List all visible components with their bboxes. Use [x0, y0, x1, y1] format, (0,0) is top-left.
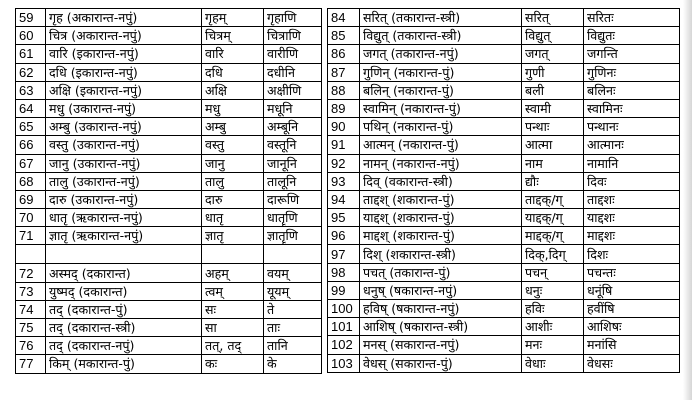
singular-form: गृहम् — [202, 9, 264, 27]
plural-form: दधीनि — [264, 63, 322, 81]
table-row — [328, 99, 680, 117]
row-number: 73 — [16, 282, 46, 300]
word-stem: तद् (दकारान्त-स्त्री) — [46, 319, 202, 337]
table-row — [328, 263, 680, 281]
row-number: 97 — [328, 245, 360, 263]
word-stem: जगत् (तकारान्त-नपुं) — [360, 45, 522, 63]
word-stem: स्वामिन् (नकारान्त-पुं) — [360, 99, 522, 117]
word-stem: जानु (उकारान्त-नपुं) — [46, 154, 202, 172]
table-row — [16, 63, 322, 81]
table-row — [16, 27, 322, 45]
singular-form: पन्थाः — [522, 118, 584, 136]
plural-form: आत्मानः — [584, 136, 680, 154]
row-number: 66 — [16, 136, 46, 154]
table-row — [328, 9, 680, 27]
word-stem: ज्ञातृ (ऋकारान्त-नपुं) — [46, 227, 202, 245]
table-row — [16, 154, 322, 172]
singular-form: पचन् — [522, 263, 584, 281]
table-row — [16, 136, 322, 154]
plural-form: ते — [264, 300, 322, 318]
singular-form: ताद्दक्/ग् — [522, 190, 584, 208]
table-row — [328, 154, 680, 172]
singular-form: सः — [202, 300, 264, 318]
singular-form: तत्, तद् — [202, 337, 264, 355]
row-number: 62 — [16, 63, 46, 81]
singular-form: सा — [202, 319, 264, 337]
singular-form: चित्रम् — [202, 27, 264, 45]
word-stem: धातृ (ऋकारान्त-नपुं) — [46, 209, 202, 227]
singular-form: वारि — [202, 45, 264, 63]
word-stem: विद्युत् (तकारान्त-स्त्री) — [360, 27, 522, 45]
table-row — [328, 190, 680, 208]
left-table-body — [16, 9, 322, 374]
word-stem: अम्बु (उकारान्त-नपुं) — [46, 118, 202, 136]
plural-form: सरितः — [584, 9, 680, 27]
row-number: 85 — [328, 27, 360, 45]
table-row — [328, 336, 680, 354]
word-stem: अस्मद् (दकारान्त) — [46, 264, 202, 282]
row-number: 98 — [328, 263, 360, 281]
plural-form: अक्षीणि — [264, 81, 322, 99]
table-row — [16, 81, 322, 99]
table-row — [328, 172, 680, 190]
singular-form: आशीः — [522, 318, 584, 336]
plural-form: नामानि — [584, 154, 680, 172]
row-number: 64 — [16, 99, 46, 117]
table-row — [328, 300, 680, 318]
table-row — [328, 63, 680, 81]
plural-form: दिवः — [584, 172, 680, 190]
row-number: 96 — [328, 227, 360, 245]
declension-table-left — [15, 8, 322, 374]
table-row — [328, 27, 680, 45]
singular-form: तालु — [202, 172, 264, 190]
row-number: 75 — [16, 319, 46, 337]
singular-form: नाम — [522, 154, 584, 172]
plural-form: वस्तूनि — [264, 136, 322, 154]
plural-form: के — [264, 355, 322, 373]
plural-form: ज्ञातॄणि — [264, 227, 322, 245]
plural-form: स्वामिनः — [584, 99, 680, 117]
row-number: 100 — [328, 300, 360, 318]
word-stem: माद्दश् (शकारान्त-पुं) — [360, 227, 522, 245]
word-stem: वेधस् (सकारान्त-पुं) — [360, 354, 522, 372]
table-row — [16, 282, 322, 300]
singular-form: दधि — [202, 63, 264, 81]
table-row — [328, 354, 680, 372]
word-stem: आशिष् (षकारान्त-स्त्री) — [360, 318, 522, 336]
singular-form: अम्बु — [202, 118, 264, 136]
plural-form: धातॄणि — [264, 209, 322, 227]
plural-form: पन्थानः — [584, 118, 680, 136]
word-stem: तद् (दकारान्त-नपुं) — [46, 337, 202, 355]
word-stem: गृह (अकारान्त-नपुं) — [46, 9, 202, 27]
plural-form: मनांसि — [584, 336, 680, 354]
table-row — [328, 245, 680, 263]
table-row — [16, 355, 322, 373]
row-number: 70 — [16, 209, 46, 227]
table-row — [16, 118, 322, 136]
plural-form: अम्बूनि — [264, 118, 322, 136]
table-row — [16, 264, 322, 282]
word-stem: युष्मद् (दकारान्त) — [46, 282, 202, 300]
word-stem: वस्तु (उकारान्त-नपुं) — [46, 136, 202, 154]
table-row — [16, 300, 322, 318]
row-number: 87 — [328, 63, 360, 81]
plural-form: ताद्दशः — [584, 190, 680, 208]
plural-form: आशिषः — [584, 318, 680, 336]
row-number: 95 — [328, 209, 360, 227]
word-stem: सरित् (तकारान्त-स्त्री) — [360, 9, 522, 27]
row-number: 71 — [16, 227, 46, 245]
row-number: 90 — [328, 118, 360, 136]
page-edge-shadow — [683, 0, 692, 400]
word-stem: ताद्दश् (शकारान्त-पुं) — [360, 190, 522, 208]
table-row — [328, 45, 680, 63]
singular-form: बली — [522, 81, 584, 99]
row-number: 72 — [16, 264, 46, 282]
table-row — [16, 209, 322, 227]
row-number: 101 — [328, 318, 360, 336]
table-row — [328, 227, 680, 245]
plural-form: हवींषि — [584, 300, 680, 318]
row-number: 68 — [16, 172, 46, 190]
singular-form: विद्युत् — [522, 27, 584, 45]
plural-form: जानूनि — [264, 154, 322, 172]
word-stem: दिव् (वकारान्त-स्त्री) — [360, 172, 522, 190]
singular-form: धनुः — [522, 281, 584, 299]
word-stem: बलिन् (नकारान्त-पुं) — [360, 81, 522, 99]
word-stem: धनुष् (षकारान्त-नपुं) — [360, 281, 522, 299]
row-number: 89 — [328, 99, 360, 117]
plural-form: ताः — [264, 319, 322, 337]
singular-form: गुणी — [522, 63, 584, 81]
table-row — [16, 45, 322, 63]
table-row — [328, 118, 680, 136]
row-number: 74 — [16, 300, 46, 318]
right-table-body — [328, 9, 680, 373]
plural-form: माद्दशः — [584, 227, 680, 245]
word-stem: तद् (दकारान्त-पुं) — [46, 300, 202, 318]
singular-form: मनः — [522, 336, 584, 354]
singular-form: दारु — [202, 190, 264, 208]
plural-form: मधूनि — [264, 99, 322, 117]
word-stem: किम् (मकारान्त-पुं) — [46, 355, 202, 373]
word-stem — [46, 245, 202, 264]
table-row — [16, 319, 322, 337]
plural-form: पचन्तः — [584, 263, 680, 281]
row-number: 67 — [16, 154, 46, 172]
row-number: 103 — [328, 354, 360, 372]
table-row — [328, 209, 680, 227]
plural-form: विद्युतः — [584, 27, 680, 45]
row-number: 69 — [16, 190, 46, 208]
row-number: 94 — [328, 190, 360, 208]
singular-form: याद्दक्/ग् — [522, 209, 584, 227]
singular-form: जानु — [202, 154, 264, 172]
singular-form: हविः — [522, 300, 584, 318]
plural-form: बलिनः — [584, 81, 680, 99]
word-stem: तालु (उकारान्त-नपुं) — [46, 172, 202, 190]
singular-form: द्यौः — [522, 172, 584, 190]
word-stem: पचत् (तकारान्त-पुं) — [360, 263, 522, 281]
plural-form: चित्राणि — [264, 27, 322, 45]
word-stem: पथिन् (नकारान्त-पुं) — [360, 118, 522, 136]
plural-form: गृहाणि — [264, 9, 322, 27]
singular-form: वेधाः — [522, 354, 584, 372]
table-row — [328, 318, 680, 336]
plural-form: वारीणि — [264, 45, 322, 63]
table-row — [328, 81, 680, 99]
singular-form — [202, 245, 264, 264]
row-number: 86 — [328, 45, 360, 63]
row-number: 63 — [16, 81, 46, 99]
row-number: 76 — [16, 337, 46, 355]
singular-form: आत्मा — [522, 136, 584, 154]
declension-table-right — [327, 8, 680, 373]
singular-form: कः — [202, 355, 264, 373]
row-number: 99 — [328, 281, 360, 299]
table-row — [16, 227, 322, 245]
word-stem: मधु (उकारान्त-नपुं) — [46, 99, 202, 117]
word-stem: दारु (उकारान्त-नपुं) — [46, 190, 202, 208]
table-row — [328, 136, 680, 154]
table-row — [16, 172, 322, 190]
row-number: 60 — [16, 27, 46, 45]
singular-form: धातृ — [202, 209, 264, 227]
plural-form: जगन्ति — [584, 45, 680, 63]
plural-form: वयम् — [264, 264, 322, 282]
plural-form: याद्दशः — [584, 209, 680, 227]
singular-form: अहम् — [202, 264, 264, 282]
row-number: 88 — [328, 81, 360, 99]
singular-form: मधु — [202, 99, 264, 117]
plural-form: दिशः — [584, 245, 680, 263]
table-row — [16, 9, 322, 27]
word-stem: हविष् (षकारान्त-नपुं) — [360, 300, 522, 318]
table-row — [328, 281, 680, 299]
plural-form: धनूंषि — [584, 281, 680, 299]
row-number: 93 — [328, 172, 360, 190]
word-stem: दधि (इकारान्त-नपुं) — [46, 63, 202, 81]
singular-form: माद्दक्/ग् — [522, 227, 584, 245]
row-number: 65 — [16, 118, 46, 136]
plural-form: तानि — [264, 337, 322, 355]
word-stem: मनस् (सकारान्त-नपुं) — [360, 336, 522, 354]
singular-form: त्वम् — [202, 282, 264, 300]
row-number — [16, 245, 46, 264]
singular-form: वस्तु — [202, 136, 264, 154]
row-number: 92 — [328, 154, 360, 172]
row-number: 102 — [328, 336, 360, 354]
word-stem: दिश् (शकारान्त-स्त्री) — [360, 245, 522, 263]
singular-form: दिक्,दिग् — [522, 245, 584, 263]
plural-form: गुणिनः — [584, 63, 680, 81]
word-stem: चित्र (अकारान्त-नपुं) — [46, 27, 202, 45]
plural-form: वेधसः — [584, 354, 680, 372]
word-stem: नामन् (नकारान्त-नपुं) — [360, 154, 522, 172]
word-stem: याद्दश् (शकारान्त-पुं) — [360, 209, 522, 227]
singular-form: स्वामी — [522, 99, 584, 117]
singular-form: अक्षि — [202, 81, 264, 99]
table-row — [16, 337, 322, 355]
row-number: 61 — [16, 45, 46, 63]
plural-form: यूयम् — [264, 282, 322, 300]
table-row — [16, 190, 322, 208]
row-number: 84 — [328, 9, 360, 27]
table-row — [16, 99, 322, 117]
plural-form: दारूणि — [264, 190, 322, 208]
row-number: 59 — [16, 9, 46, 27]
plural-form — [264, 245, 322, 264]
singular-form: जगत् — [522, 45, 584, 63]
singular-form: ज्ञातृ — [202, 227, 264, 245]
table-row — [16, 245, 322, 264]
singular-form: सरित् — [522, 9, 584, 27]
word-stem: गुणिन् (नकारान्त-पुं) — [360, 63, 522, 81]
word-stem: आत्मन् (नकारान्त-पुं) — [360, 136, 522, 154]
word-stem: अक्षि (इकारान्त-नपुं) — [46, 81, 202, 99]
row-number: 77 — [16, 355, 46, 373]
word-stem: वारि (इकारान्त-नपुं) — [46, 45, 202, 63]
plural-form: तालूनि — [264, 172, 322, 190]
row-number: 91 — [328, 136, 360, 154]
